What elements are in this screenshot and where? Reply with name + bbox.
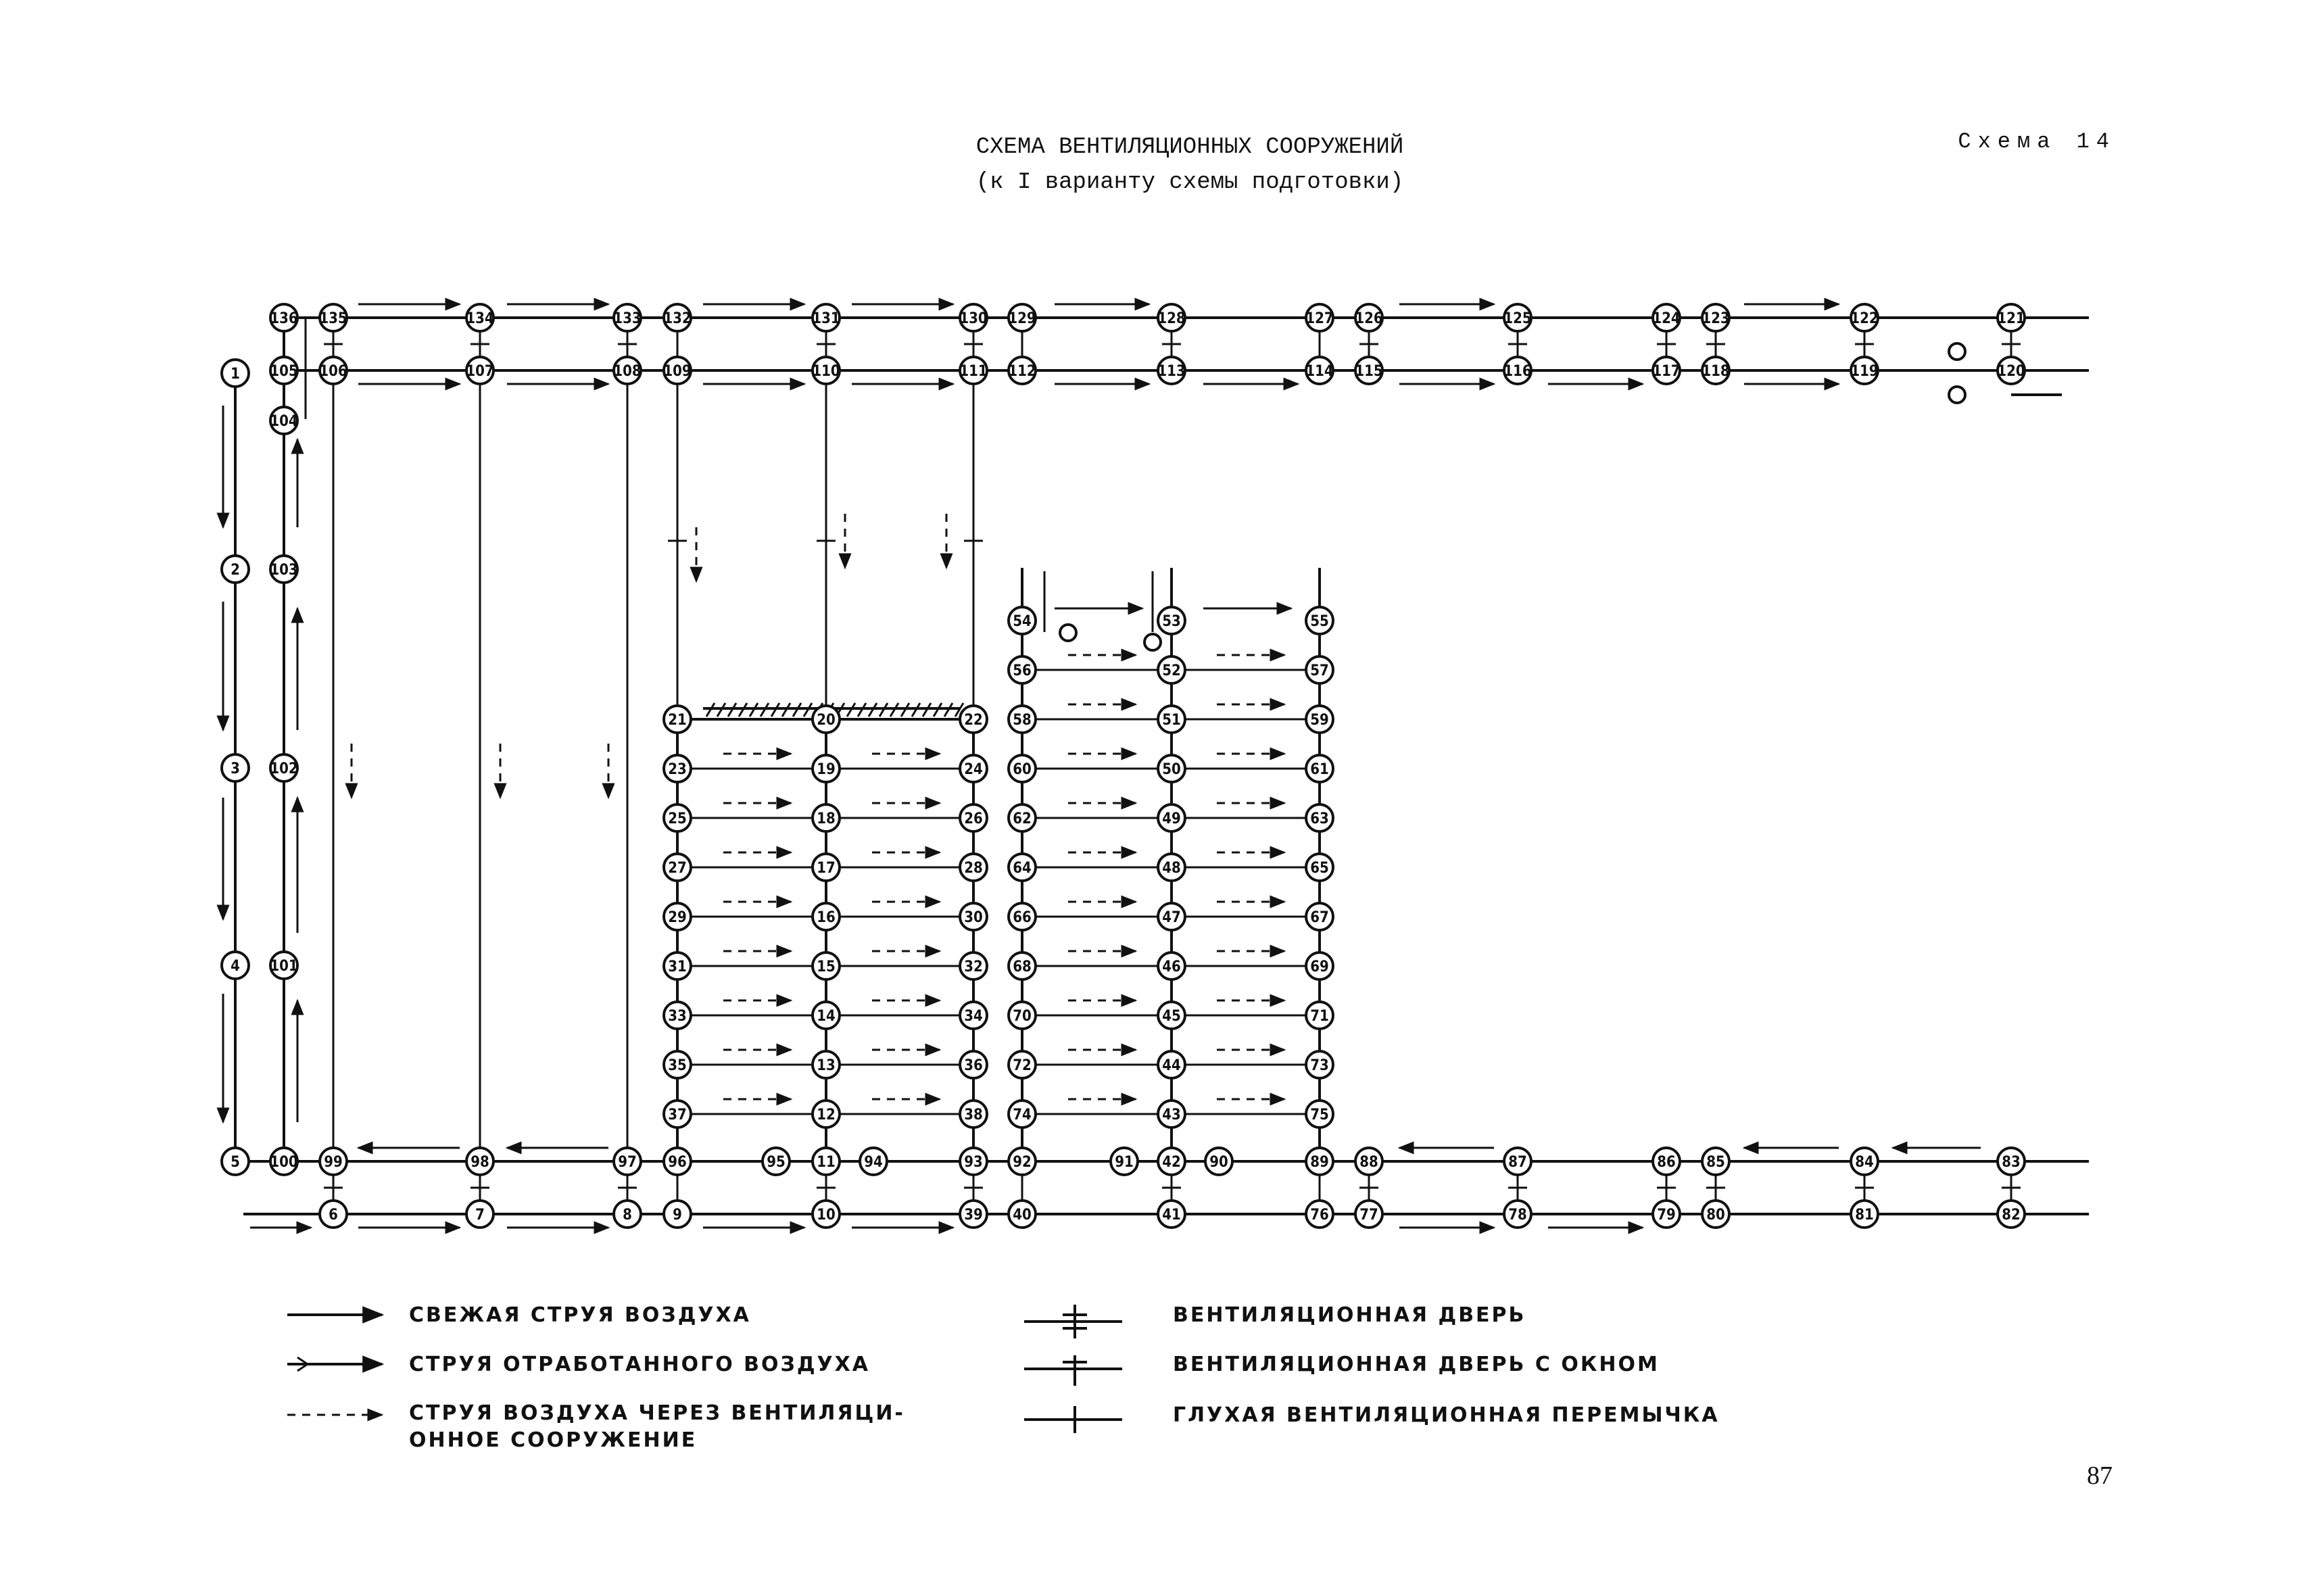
node-9	[664, 1201, 691, 1228]
node-47	[1158, 903, 1185, 930]
node-31	[664, 952, 691, 980]
svg-text:129: 129	[1008, 310, 1036, 327]
node-80	[1702, 1201, 1729, 1228]
node-7	[466, 1201, 493, 1228]
node-79	[1653, 1201, 1680, 1228]
node-130	[959, 304, 987, 331]
node-90	[1205, 1148, 1232, 1175]
node-98	[466, 1148, 493, 1175]
svg-text:22: 22	[964, 712, 983, 729]
svg-text:16: 16	[817, 909, 836, 926]
svg-text:5: 5	[231, 1154, 240, 1171]
node-44	[1158, 1051, 1185, 1078]
svg-text:35: 35	[668, 1057, 687, 1074]
svg-text:132: 132	[663, 310, 692, 327]
svg-text:58: 58	[1013, 712, 1032, 729]
svg-text:50: 50	[1162, 761, 1181, 778]
legend-through-structure-1: СТРУЯ ВОЗДУХА ЧЕРЕЗ ВЕНТИЛЯЦИ-	[409, 1401, 905, 1425]
svg-text:122: 122	[1850, 310, 1879, 327]
node-93	[960, 1148, 987, 1175]
svg-text:121: 121	[1997, 310, 2025, 327]
svg-text:118: 118	[1702, 363, 1730, 380]
svg-text:63: 63	[1310, 811, 1329, 827]
node-3	[222, 754, 249, 781]
svg-text:4: 4	[231, 958, 240, 975]
svg-text:110: 110	[812, 363, 840, 380]
node-110	[812, 357, 840, 384]
svg-text:75: 75	[1310, 1107, 1329, 1123]
svg-text:52: 52	[1162, 662, 1181, 679]
node-6	[320, 1201, 347, 1228]
node-16	[813, 903, 840, 930]
node-133	[613, 304, 641, 331]
node-127	[1305, 304, 1333, 331]
svg-text:18: 18	[817, 811, 836, 827]
node-2	[222, 556, 249, 583]
svg-text:114: 114	[1305, 363, 1334, 380]
svg-text:136: 136	[270, 310, 298, 327]
svg-text:60: 60	[1013, 761, 1032, 778]
svg-text:99: 99	[324, 1154, 343, 1171]
svg-text:67: 67	[1310, 909, 1329, 926]
node-27	[664, 854, 691, 881]
svg-text:3: 3	[231, 760, 240, 777]
svg-text:53: 53	[1162, 613, 1181, 630]
node-89	[1306, 1148, 1333, 1175]
svg-text:97: 97	[618, 1154, 637, 1171]
node-82	[1998, 1201, 2025, 1228]
svg-text:19: 19	[817, 761, 836, 778]
svg-text:94: 94	[864, 1154, 883, 1171]
node-60	[1009, 755, 1036, 782]
node-129	[1008, 304, 1036, 331]
svg-text:126: 126	[1355, 310, 1383, 327]
svg-text:100: 100	[270, 1154, 298, 1171]
svg-text:78: 78	[1508, 1207, 1527, 1224]
svg-text:9: 9	[673, 1207, 682, 1224]
node-22	[960, 706, 987, 733]
node-117	[1652, 357, 1680, 384]
svg-text:46: 46	[1162, 959, 1181, 975]
scheme-reference: Схема 14	[1958, 129, 2116, 154]
node-43	[1158, 1101, 1185, 1128]
svg-text:133: 133	[613, 310, 642, 327]
svg-text:36: 36	[964, 1057, 983, 1074]
node-128	[1157, 304, 1185, 331]
fan-icon	[1144, 634, 1161, 650]
node-72	[1009, 1051, 1036, 1078]
node-91	[1111, 1148, 1138, 1175]
node-45	[1158, 1002, 1185, 1029]
node-87	[1504, 1148, 1531, 1175]
node-105	[270, 357, 297, 384]
node-121	[1997, 304, 2025, 331]
node-83	[1998, 1148, 2025, 1175]
node-26	[960, 804, 987, 831]
legend-door: ВЕНТИЛЯЦИОННАЯ ДВЕРЬ	[1173, 1303, 1526, 1327]
node-59	[1306, 706, 1333, 733]
node-94	[860, 1148, 887, 1175]
node-95	[763, 1148, 790, 1175]
node-132	[663, 304, 691, 331]
node-35	[664, 1051, 691, 1078]
legend-exhaust-air: СТРУЯ ОТРАБОТАННОГО ВОЗДУХА	[409, 1353, 871, 1376]
node-58	[1009, 706, 1036, 733]
svg-text:81: 81	[1855, 1207, 1874, 1224]
svg-text:39: 39	[964, 1207, 983, 1224]
fan-icon	[1060, 625, 1076, 641]
svg-text:106: 106	[319, 363, 347, 380]
node-76	[1306, 1201, 1333, 1228]
node-32	[960, 952, 987, 980]
node-69	[1306, 952, 1333, 980]
svg-text:42: 42	[1162, 1154, 1181, 1171]
node-92	[1009, 1148, 1036, 1175]
node-114	[1305, 357, 1333, 384]
svg-text:107: 107	[466, 363, 494, 380]
node-106	[319, 357, 347, 384]
network-nodes	[222, 304, 2025, 1228]
node-62	[1009, 804, 1036, 831]
node-102	[270, 754, 297, 781]
svg-text:30: 30	[964, 909, 983, 926]
svg-text:27: 27	[668, 860, 687, 877]
svg-text:93: 93	[964, 1154, 983, 1171]
svg-text:29: 29	[668, 909, 687, 926]
node-42	[1158, 1148, 1185, 1175]
node-71	[1306, 1002, 1333, 1029]
svg-text:112: 112	[1008, 363, 1036, 380]
node-112	[1008, 357, 1036, 384]
svg-text:125: 125	[1503, 310, 1532, 327]
node-33	[664, 1002, 691, 1029]
node-57	[1306, 656, 1333, 683]
svg-text:41: 41	[1162, 1207, 1181, 1224]
svg-text:25: 25	[668, 811, 687, 827]
node-136	[270, 304, 297, 331]
node-13	[813, 1051, 840, 1078]
svg-text:83: 83	[2002, 1154, 2021, 1171]
svg-text:70: 70	[1013, 1008, 1032, 1025]
node-99	[320, 1148, 347, 1175]
node-29	[664, 903, 691, 930]
fan-symbols	[1060, 343, 1965, 650]
svg-text:80: 80	[1706, 1207, 1725, 1224]
node-123	[1702, 304, 1729, 331]
node-46	[1158, 952, 1185, 980]
node-28	[960, 854, 987, 881]
svg-text:44: 44	[1162, 1057, 1181, 1074]
node-14	[813, 1002, 840, 1029]
svg-text:73: 73	[1310, 1057, 1329, 1074]
node-23	[664, 755, 691, 782]
svg-text:43: 43	[1162, 1107, 1181, 1123]
node-65	[1306, 854, 1333, 881]
node-70	[1009, 1002, 1036, 1029]
node-97	[614, 1148, 641, 1175]
node-77	[1355, 1201, 1382, 1228]
svg-text:85: 85	[1706, 1154, 1725, 1171]
node-100	[270, 1148, 297, 1175]
node-51	[1158, 706, 1185, 733]
node-19	[813, 755, 840, 782]
svg-text:134: 134	[466, 310, 494, 327]
svg-text:124: 124	[1652, 310, 1681, 327]
svg-text:61: 61	[1310, 761, 1329, 778]
svg-text:88: 88	[1359, 1154, 1378, 1171]
svg-text:103: 103	[270, 562, 298, 579]
svg-text:31: 31	[668, 959, 687, 975]
svg-text:64: 64	[1013, 860, 1032, 877]
svg-text:28: 28	[964, 860, 983, 877]
node-63	[1306, 804, 1333, 831]
node-86	[1653, 1148, 1680, 1175]
svg-text:13: 13	[817, 1057, 836, 1074]
node-88	[1355, 1148, 1382, 1175]
node-48	[1158, 854, 1185, 881]
node-11	[813, 1148, 840, 1175]
node-109	[663, 357, 691, 384]
svg-text:7: 7	[475, 1207, 485, 1224]
svg-text:32: 32	[964, 959, 983, 975]
svg-text:2: 2	[231, 562, 240, 579]
node-39	[960, 1201, 987, 1228]
node-104	[270, 407, 297, 434]
node-64	[1009, 854, 1036, 881]
svg-text:127: 127	[1305, 310, 1334, 327]
svg-text:55: 55	[1310, 613, 1329, 630]
node-73	[1306, 1051, 1333, 1078]
svg-text:10: 10	[817, 1207, 836, 1224]
svg-text:56: 56	[1013, 662, 1032, 679]
node-107	[466, 357, 493, 384]
node-25	[664, 804, 691, 831]
node-125	[1503, 304, 1531, 331]
svg-text:47: 47	[1162, 909, 1181, 926]
svg-text:48: 48	[1162, 860, 1181, 877]
node-53	[1158, 607, 1185, 634]
node-135	[319, 304, 347, 331]
node-54	[1009, 607, 1036, 634]
node-134	[466, 304, 493, 331]
node-36	[960, 1051, 987, 1078]
node-116	[1503, 357, 1531, 384]
svg-text:68: 68	[1013, 959, 1032, 975]
legend-blind-bulkhead: ГЛУХАЯ ВЕНТИЛЯЦИОННАЯ ПЕРЕМЫЧКА	[1173, 1403, 1720, 1427]
node-131	[812, 304, 840, 331]
node-119	[1850, 357, 1878, 384]
node-21	[664, 706, 691, 733]
node-41	[1158, 1201, 1185, 1228]
node-75	[1306, 1101, 1333, 1128]
node-68	[1009, 952, 1036, 980]
flow-arrows	[223, 304, 1981, 1228]
node-113	[1157, 357, 1185, 384]
node-103	[270, 556, 297, 583]
svg-text:87: 87	[1508, 1154, 1527, 1171]
svg-text:98: 98	[471, 1154, 489, 1171]
svg-text:24: 24	[964, 761, 983, 778]
page-number: 87	[2087, 1461, 2113, 1490]
legend-through-structure-2: ОННОЕ СООРУЖЕНИЕ	[409, 1428, 698, 1452]
svg-text:116: 116	[1503, 363, 1532, 380]
svg-text:115: 115	[1355, 363, 1383, 380]
node-4	[222, 952, 249, 979]
svg-text:90: 90	[1209, 1154, 1228, 1171]
svg-text:45: 45	[1162, 1008, 1181, 1025]
svg-text:86: 86	[1657, 1154, 1676, 1171]
svg-text:54: 54	[1013, 613, 1032, 630]
svg-text:8: 8	[623, 1207, 632, 1224]
svg-text:104: 104	[270, 413, 298, 430]
node-56	[1009, 656, 1036, 683]
svg-text:26: 26	[964, 811, 983, 827]
svg-text:105: 105	[270, 363, 298, 380]
node-74	[1009, 1101, 1036, 1128]
node-40	[1009, 1201, 1036, 1228]
node-15	[813, 952, 840, 980]
node-24	[960, 755, 987, 782]
node-122	[1850, 304, 1878, 331]
node-30	[960, 903, 987, 930]
svg-text:38: 38	[964, 1107, 983, 1123]
svg-text:76: 76	[1310, 1207, 1329, 1224]
svg-text:79: 79	[1657, 1207, 1676, 1224]
svg-text:59: 59	[1310, 712, 1329, 729]
node-118	[1702, 357, 1729, 384]
svg-text:95: 95	[767, 1154, 786, 1171]
legend	[287, 1303, 1720, 1452]
svg-text:108: 108	[613, 363, 642, 380]
svg-text:111: 111	[959, 363, 988, 380]
node-50	[1158, 755, 1185, 782]
node-84	[1851, 1148, 1878, 1175]
node-61	[1306, 755, 1333, 782]
node-85	[1702, 1148, 1729, 1175]
svg-text:120: 120	[1997, 363, 2025, 380]
node-18	[813, 804, 840, 831]
svg-text:33: 33	[668, 1008, 687, 1025]
node-78	[1504, 1201, 1531, 1228]
node-37	[664, 1101, 691, 1128]
svg-text:6: 6	[329, 1207, 338, 1224]
svg-text:74: 74	[1013, 1107, 1032, 1123]
svg-text:77: 77	[1359, 1207, 1378, 1224]
node-20	[813, 706, 840, 733]
svg-text:84: 84	[1855, 1154, 1874, 1171]
svg-text:40: 40	[1013, 1207, 1032, 1224]
svg-text:117: 117	[1652, 363, 1681, 380]
node-120	[1997, 357, 2025, 384]
svg-text:82: 82	[2002, 1207, 2021, 1224]
svg-text:101: 101	[270, 958, 298, 975]
diagram-title: СХЕМА ВЕНТИЛЯЦИОННЫХ СООРУЖЕНИЙ	[975, 135, 1404, 160]
node-34	[960, 1002, 987, 1029]
svg-text:37: 37	[668, 1107, 687, 1123]
node-49	[1158, 804, 1185, 831]
node-111	[959, 357, 987, 384]
node-17	[813, 854, 840, 881]
node-10	[813, 1201, 840, 1228]
svg-text:69: 69	[1310, 959, 1329, 975]
node-67	[1306, 903, 1333, 930]
node-55	[1306, 607, 1333, 634]
svg-text:14: 14	[817, 1008, 836, 1025]
svg-text:92: 92	[1013, 1154, 1032, 1171]
svg-text:11: 11	[817, 1154, 836, 1171]
node-12	[813, 1101, 840, 1128]
node-52	[1158, 656, 1185, 683]
node-81	[1851, 1201, 1878, 1228]
svg-text:49: 49	[1162, 811, 1181, 827]
svg-text:135: 135	[319, 310, 347, 327]
svg-text:91: 91	[1115, 1154, 1134, 1171]
svg-text:66: 66	[1013, 909, 1032, 926]
node-126	[1355, 304, 1382, 331]
svg-text:1: 1	[231, 366, 240, 383]
svg-text:57: 57	[1310, 662, 1329, 679]
node-66	[1009, 903, 1036, 930]
node-115	[1355, 357, 1382, 384]
svg-text:21: 21	[668, 712, 687, 729]
node-1	[222, 360, 249, 387]
svg-text:62: 62	[1013, 811, 1032, 827]
svg-text:71: 71	[1310, 1008, 1329, 1025]
fan-icon	[1949, 387, 1965, 403]
fan-icon	[1949, 343, 1965, 360]
node-96	[664, 1148, 691, 1175]
svg-text:51: 51	[1162, 712, 1181, 729]
svg-text:15: 15	[817, 959, 836, 975]
node-101	[270, 952, 297, 979]
legend-fresh-air: СВЕЖАЯ СТРУЯ ВОЗДУХА	[409, 1303, 751, 1327]
svg-text:113: 113	[1157, 363, 1186, 380]
node-8	[614, 1201, 641, 1228]
node-108	[613, 357, 641, 384]
svg-text:72: 72	[1013, 1057, 1032, 1074]
svg-text:123: 123	[1702, 310, 1730, 327]
node-5	[222, 1148, 249, 1175]
svg-text:130: 130	[959, 310, 988, 327]
svg-text:65: 65	[1310, 860, 1329, 877]
node-38	[960, 1101, 987, 1128]
svg-text:12: 12	[817, 1107, 836, 1123]
svg-text:109: 109	[663, 363, 692, 380]
svg-text:102: 102	[270, 760, 298, 777]
node-124	[1652, 304, 1680, 331]
svg-text:96: 96	[668, 1154, 687, 1171]
svg-text:20: 20	[817, 712, 836, 729]
svg-text:119: 119	[1850, 363, 1879, 380]
svg-text:89: 89	[1310, 1154, 1329, 1171]
svg-text:23: 23	[668, 761, 687, 778]
diagram-subtitle: (к I варианту схемы подготовки)	[975, 170, 1404, 195]
svg-text:128: 128	[1157, 310, 1186, 327]
svg-text:17: 17	[817, 860, 836, 877]
svg-text:34: 34	[964, 1008, 983, 1025]
legend-door-window: ВЕНТИЛЯЦИОННАЯ ДВЕРЬ С ОКНОМ	[1173, 1353, 1660, 1376]
svg-text:131: 131	[812, 310, 840, 327]
